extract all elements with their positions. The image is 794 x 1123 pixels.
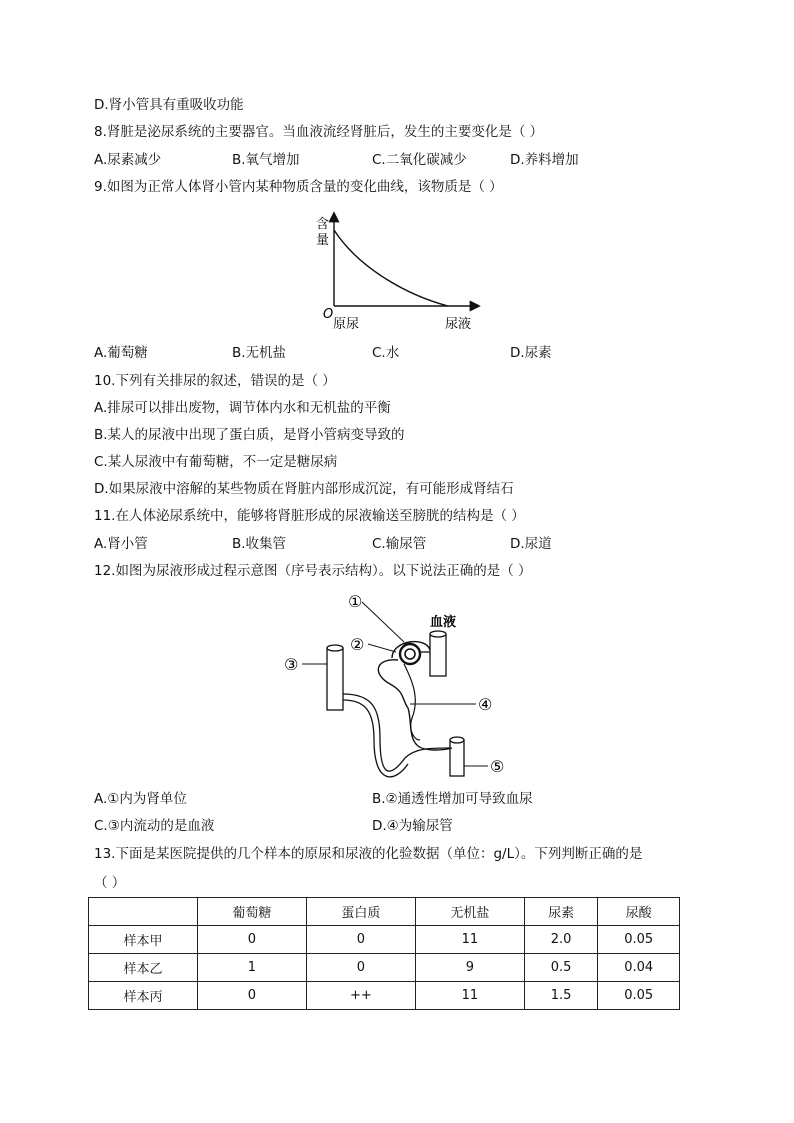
table-header-cell: 蛋白质 (306, 898, 415, 926)
q9-curve-figure (310, 208, 490, 338)
q12-option-a: A.①内为肾单位 (94, 791, 187, 807)
table-header-cell: 无机盐 (415, 898, 524, 926)
q9-option-b: B.无机盐 (232, 345, 287, 361)
q9-ylabel-2: 量 (316, 233, 330, 248)
q8-option-d: D.养料增加 (510, 152, 579, 168)
table-cell: 0.05 (598, 926, 680, 954)
q10-stem: 10.下列有关排尿的叙述，错误的是（ ） (94, 373, 336, 389)
q12-vessel-bottom-top (450, 737, 464, 743)
table-cell: 9 (415, 954, 524, 982)
q8-stem: 8.肾脏是泌尿系统的主要器官。当血液流经肾脏后，发生的主要变化是（ ） (94, 124, 544, 140)
q7-option-d: D.肾小管具有重吸收功能 (94, 97, 244, 113)
q9-x-end: 尿液 (445, 317, 472, 332)
q9-stem: 9.如图为正常人体肾小管内某种物质含量的变化曲线，该物质是（ ） (94, 179, 503, 195)
q8-option-c: C.二氧化碳减少 (372, 152, 467, 168)
q12-glomerulus (400, 644, 420, 664)
q9-ylabel-1: 含 (316, 217, 330, 232)
q9-curve (334, 230, 448, 306)
q12-label-blood: 血液 (430, 615, 457, 630)
table-header-cell: 尿酸 (598, 898, 680, 926)
table-cell: ++ (306, 982, 415, 1010)
q11-option-c: C.输尿管 (372, 536, 427, 552)
q9-option-c: C.水 (372, 345, 400, 361)
q9-x-start: 原尿 (333, 317, 360, 332)
q12-label-2: ② (350, 635, 365, 654)
table-cell: 0.5 (524, 954, 598, 982)
q13-stem-tail: （ ） (94, 875, 126, 891)
q12-blood-vessel (430, 634, 446, 676)
q12-connecting-tube (343, 694, 450, 771)
q12-nephron-figure (280, 588, 520, 788)
table-cell: 0 (306, 954, 415, 982)
q9-option-a: A.葡萄糖 (94, 345, 148, 361)
table-cell: 0 (197, 982, 306, 1010)
q11-option-d: D.尿道 (510, 536, 552, 552)
table-row (89, 954, 680, 982)
q10-option-c: C.某人尿液中有葡萄糖，不一定是糖尿病 (94, 454, 338, 470)
table-row (89, 982, 680, 1010)
q12-label-1: ① (348, 592, 363, 611)
table-header-cell: 尿素 (524, 898, 598, 926)
q8-option-a: A.尿素减少 (94, 152, 162, 168)
q9-origin: O (323, 307, 334, 322)
table-cell: 样本丙 (89, 982, 198, 1010)
table-cell: 1 (197, 954, 306, 982)
table-cell: 11 (415, 926, 524, 954)
q11-option-b: B.收集管 (232, 536, 287, 552)
table-cell: 1.5 (524, 982, 598, 1010)
table-cell: 样本甲 (89, 926, 198, 954)
q12-stem: 12.如图为尿液形成过程示意图（序号表示结构）。以下说法正确的是（ ） (94, 563, 532, 579)
q12-option-b: B.②通透性增加可导致血尿 (372, 791, 533, 807)
q12-label-5: ⑤ (490, 757, 505, 776)
table-cell: 11 (415, 982, 524, 1010)
q12-tubule-loop (404, 664, 420, 740)
q11-option-a: A.肾小管 (94, 536, 148, 552)
table-row (89, 926, 680, 954)
table-cell: 2.0 (524, 926, 598, 954)
q11-stem: 11.在人体泌尿系统中，能够将肾脏形成的尿液输送至膀胱的结构是（ ） (94, 508, 525, 524)
table-cell: 0 (197, 926, 306, 954)
table-header-row (89, 898, 680, 926)
q12-collecting-duct (327, 648, 343, 710)
table-cell: 0 (306, 926, 415, 954)
q8-option-b: B.氧气增加 (232, 152, 300, 168)
table-cell: 0.04 (598, 954, 680, 982)
q12-label-3: ③ (284, 655, 299, 674)
table-header-cell (89, 898, 198, 926)
q12-duct-top (327, 645, 343, 651)
q12-option-d: D.④为输尿管 (372, 818, 453, 834)
table-cell: 0.05 (598, 982, 680, 1010)
q12-option-c: C.③内流动的是血液 (94, 818, 215, 834)
q10-option-b: B.某人的尿液中出现了蛋白质，是肾小管病变导致的 (94, 427, 405, 443)
table-cell: 样本乙 (89, 954, 198, 982)
q12-vessel-bottom (450, 740, 464, 776)
q9-option-d: D.尿素 (510, 345, 552, 361)
q13-table (88, 897, 680, 1010)
q12-pointer-1 (362, 602, 404, 642)
q10-option-a: A.排尿可以排出废物，调节体内水和无机盐的平衡 (94, 400, 391, 416)
table-header-cell: 葡萄糖 (197, 898, 306, 926)
q12-vessel-top (430, 631, 446, 637)
q12-label-4: ④ (478, 695, 493, 714)
q10-option-d: D.如果尿液中溶解的某些物质在肾脏内部形成沉淀，有可能形成肾结石 (94, 481, 514, 497)
q12-pointer-2 (368, 644, 396, 652)
q13-stem: 13.下面是某医院提供的几个样本的原尿和尿液的化验数据（单位：g/L）。下列判断正确的是 (94, 846, 643, 862)
